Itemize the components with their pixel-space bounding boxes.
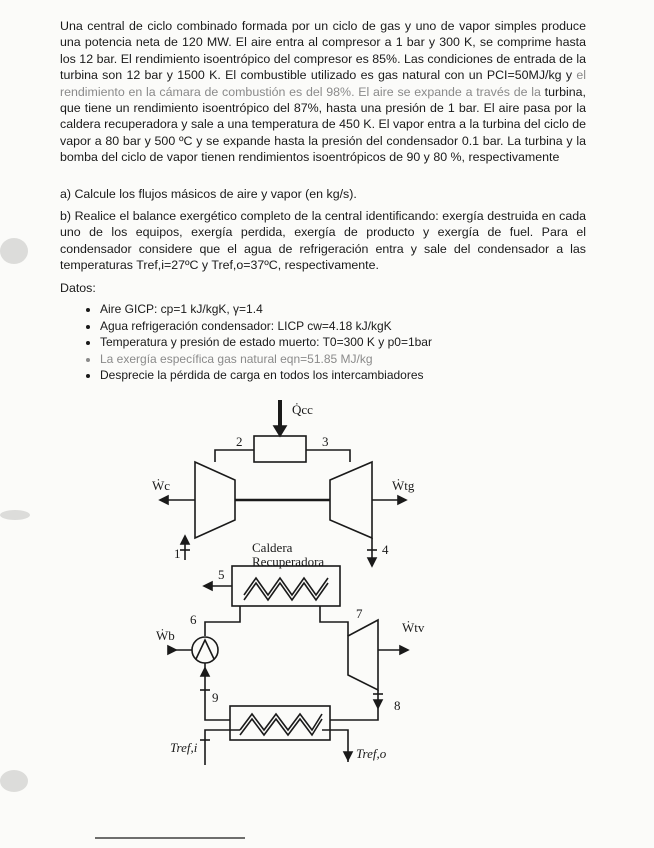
wb-label: Ẇb <box>156 628 175 643</box>
condenser-coil <box>240 714 322 730</box>
state-5-label: 5 <box>218 567 225 582</box>
statement-text: Una central de ciclo combinado formada por un ciclo de gas y uno de vapor simples produce una potencia neta de 120 MW. El aire entra al compresor a 1 bar y 300 K, se comprime hasta los 12 bar. El rendimiento isoentrópico del compresor es 85%. Las condiciones de entrada de la turbina son 12 bar y 1500 K. El combustible utilizado es gas natural con un PCI=50MJ/kg y <box>60 19 586 83</box>
wc-label: Ẇc <box>152 478 171 493</box>
t-ref-i-label: Tref,i <box>170 740 198 755</box>
state-2-label: 2 <box>236 434 243 449</box>
gas-turbine <box>330 462 372 538</box>
list-item: • Aire GICP: cp=1 kJ/kgK, γ=1.4 <box>100 301 432 318</box>
compressor <box>195 462 235 538</box>
state-9-label: 9 <box>212 690 219 705</box>
list-item: • Agua refrigeración condensador: LICP cw=4.18 kJ/kgK <box>100 318 432 335</box>
line-8 <box>330 690 378 720</box>
combustion-chamber <box>254 436 306 462</box>
statement-faint-text: el rendimiento en la cámara de combustión es del 98%. El aire se expande a través de la <box>60 68 586 99</box>
t-ref-o-label: Tref,o <box>356 746 387 761</box>
boiler-label-1: Caldera <box>252 540 293 555</box>
state-4-label: 4 <box>382 542 389 557</box>
datos-title: Datos: <box>60 281 96 295</box>
state-7-label: 7 <box>356 606 363 621</box>
wtv-label: Ẇtv <box>402 620 425 635</box>
q-cc-label: Q̇cc <box>292 402 313 417</box>
boiler-label-2: Recuperadora <box>252 554 325 569</box>
list-item: • La exergía específica gas natural eqn=51.85 MJ/kg <box>100 351 432 368</box>
wtg-label: Ẇtg <box>392 478 415 493</box>
line-3 <box>306 450 350 462</box>
steam-turbine <box>348 620 378 690</box>
question-a: a) Calcule los flujos másicos de aire y vapor (en kg/s). <box>60 187 357 201</box>
line-7 <box>320 606 348 636</box>
state-1-label: 1 <box>174 546 181 561</box>
state-6-label: 6 <box>190 612 197 627</box>
statement-text-2: turbina, que tiene un rendimiento isoentrópico del 87%, hasta una presión de 1 bar. El aire pasa por la caldera recuperadora y sale a una temperatura de 450 K. El vapor entra a la turbina del ciclo de vapor a 80 bar y 500 ºC y se expande hasta la presión del condensador 0.1 bar. La turbina y la bomba del ciclo de vapor tienen rendimientos isoentrópicos de 90 y 80 %, respectivamente <box>60 84 586 165</box>
question-b: b) Realice el balance exergético completo de la central identificando: exergía destruida en cada uno de los equipos, exergía perdida, exergía de producto y exergía de fuel. Para el condensador considere que el agua de refrigeración entra y sale del condensador a las temperaturas Tref,i=27ºC y Tref,o=37ºC, respectivamente. <box>60 209 586 273</box>
list-item: • Desprecie la pérdida de carga en todos los intercambiadores <box>100 367 432 384</box>
state-3-label: 3 <box>322 434 329 449</box>
state-8-label: 8 <box>394 698 401 713</box>
line-6 <box>205 606 240 636</box>
heat-arrow-head <box>274 426 286 436</box>
line-2 <box>215 450 254 462</box>
list-item: • Temperatura y presión de estado muerto: T0=300 K y p0=1bar <box>100 334 432 351</box>
